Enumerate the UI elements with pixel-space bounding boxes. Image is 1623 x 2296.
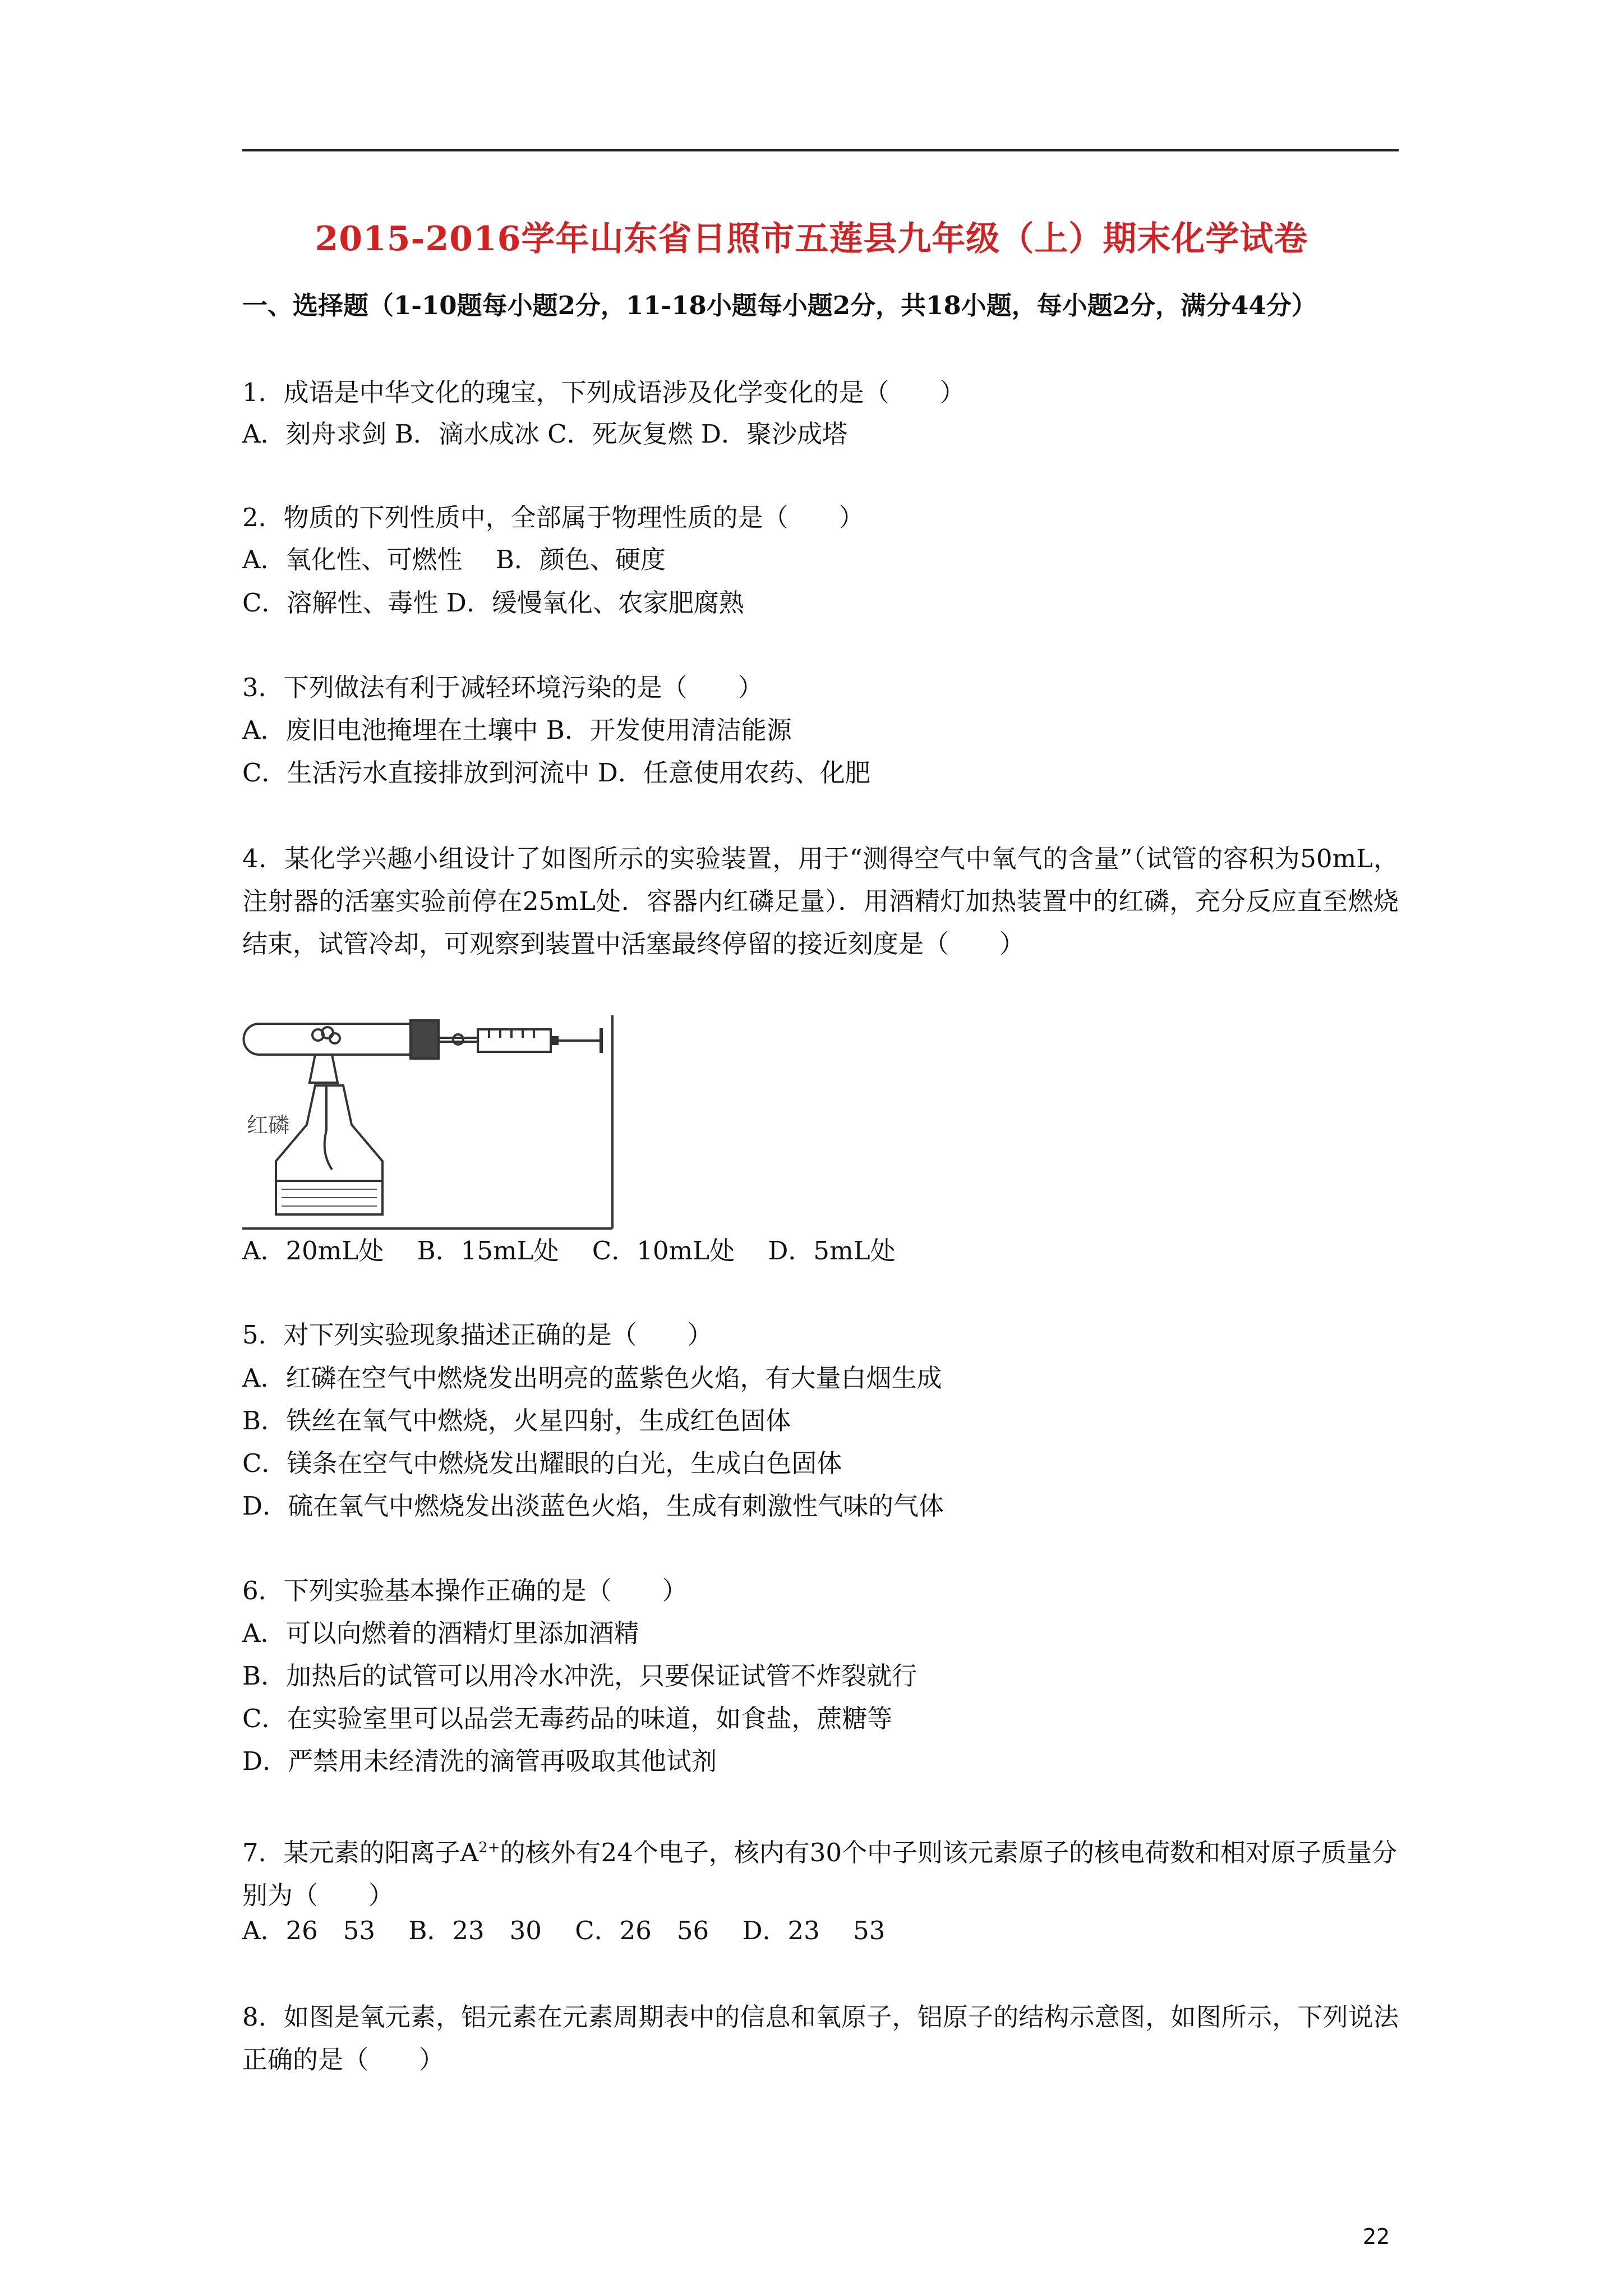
header-rule [242, 149, 1399, 151]
question-4-stem: 4．某化学兴趣小组设计了如图所示的实验装置，用于“测得空气中氧气的含量”（试管的容积为50mL，注射器的活塞实验前停在25mL处．容器内红磷足量）．用酒精灯加热装置中的红磷，充分反应直至燃烧结束，试管冷却，可观察到装置中活塞最终停留的接近刻度是（ ） [242, 844, 1399, 959]
question-7-stem-end: 的核外有24个电子，核内有30个中子则该元素原子的核电荷数和相对原子质量分别为（ ） [242, 1838, 1397, 1910]
question-3-options-row2: C．生活污水直接排放到河流中 D．任意使用农药、化肥 [242, 758, 870, 788]
question-5-option-d: D．硫在氧气中燃烧发出淡蓝色火焰，生成有刺激性气味的气体 [242, 1491, 944, 1521]
question-4-options: A．20mL处 B．15mL处 C．10mL处 D．5mL处 [242, 1236, 896, 1266]
question-7-stem-start: 7．某元素的阳离子A [242, 1838, 479, 1867]
question-2-stem: 2．物质的下列性质中，全部属于物理性质的是（ ） [242, 503, 864, 532]
question-3-options-row1: A．废旧电池掩埋在土壤中 B．开发使用清洁能源 [242, 715, 792, 745]
page-number: 22 [1363, 2224, 1390, 2249]
question-6-option-c: C．在实验室里可以品尝无毒药品的味道，如食盐，蔗糖等 [242, 1704, 893, 1733]
question-5-option-c: C．镁条在空气中燃烧发出耀眼的白光，生成白色固体 [242, 1448, 842, 1478]
question-5-stem: 5．对下列实验现象描述正确的是（ ） [242, 1320, 713, 1350]
question-8-stem: 8．如图是氧元素，铝元素在元素周期表中的信息和氧原子，铝原子的结构示意图，如图所示，下列说法正确的是（ ） [242, 2002, 1399, 2074]
question-2-options-row2: C．溶解性、毒性 D．缓慢氧化、农家肥腐熟 [242, 588, 744, 618]
apparatus-illustration [242, 1013, 618, 1231]
question-6-option-d: D．严禁用未经清洗的滴管再吸取其他试剂 [242, 1746, 717, 1776]
exam-title: 2015-2016学年山东省日照市五莲县九年级（上）期末化学试卷 [315, 219, 1308, 259]
question-6-stem: 6．下列实验基本操作正确的是（ ） [242, 1576, 688, 1605]
question-7-options: A．26 53 B．23 30 C．26 56 D．23 53 [242, 1916, 886, 1945]
question-2-options-row1: A．氧化性、可燃性 B．颜色、硬度 [242, 545, 666, 574]
question-6-option-a: A．可以向燃着的酒精灯里添加酒精 [242, 1618, 639, 1648]
question-3-stem: 3．下列做法有利于减轻环境污染的是（ ） [242, 673, 763, 702]
red-phosphorus-label: 红磷 [247, 1113, 290, 1138]
question-5-option-b: B．铁丝在氧气中燃烧，火星四射，生成红色固体 [242, 1406, 791, 1435]
ion-charge: 2+ [478, 1839, 500, 1856]
question-1-stem: 1．成语是中华文化的瑰宝，下列成语涉及化学变化的是（ ） [242, 378, 965, 407]
question-5-option-a: A．红磷在空气中燃烧发出明亮的蓝紫色火焰，有大量白烟生成 [242, 1363, 942, 1393]
question-1-options: A．刻舟求剑 B．滴水成冰 C．死灰复燃 D．聚沙成塔 [242, 419, 847, 449]
question-7-stem [242, 1826, 1399, 1917]
question-6-option-b: B．加热后的试管可以用冷水冲洗，只要保证试管不炸裂就行 [242, 1661, 917, 1691]
section-heading: 一、选择题（1-10题每小题2分，11-18小题每小题2分，共18小题，每小题2分，满分44分） [242, 291, 1317, 320]
experiment-apparatus-figure [242, 1013, 618, 1231]
